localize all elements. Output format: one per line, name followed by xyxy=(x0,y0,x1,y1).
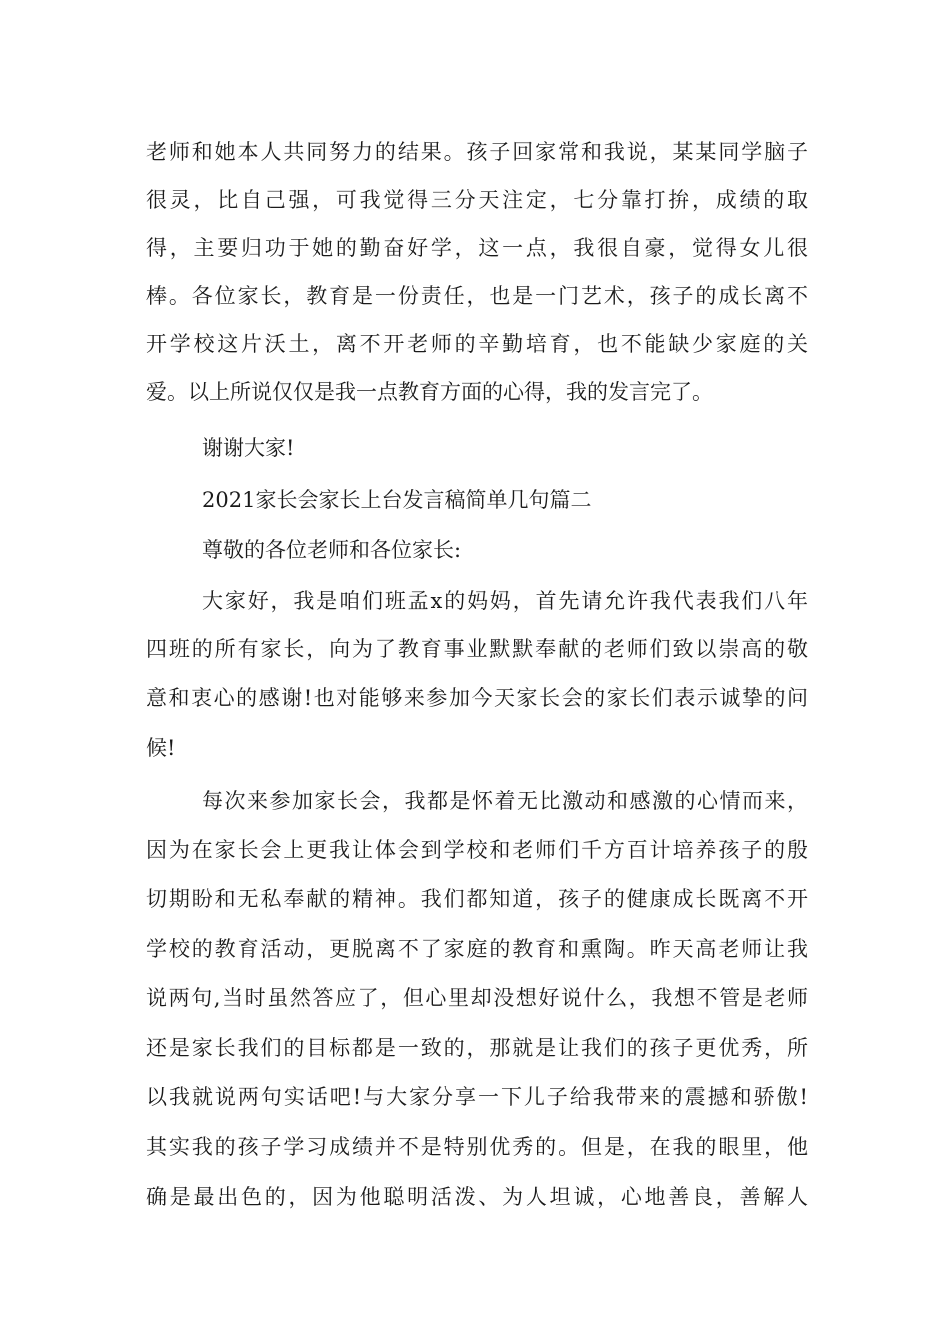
text-line: 其实我的孩子学习成绩并不是特别优秀的。但是，在我的眼里，他 xyxy=(146,1135,808,1159)
text-line: 棒。各位家长，教育是一份责任，也是一门艺术，孩子的成长离不 xyxy=(146,284,808,308)
text-line: 以我就说两句实话吧!与大家分享一下儿子给我带来的震撼和骄傲! xyxy=(146,1085,808,1109)
text-line: 因为在家长会上更我让体会到学校和老师们千方百计培养孩子的殷 xyxy=(146,838,808,862)
text-line: 老师和她本人共同努力的结果。孩子回家常和我说，某某同学脑子 xyxy=(146,140,808,164)
text-line: 很灵，比自己强，可我觉得三分天注定，七分靠打拚，成绩的取 xyxy=(146,188,808,212)
text-line: 候! xyxy=(146,736,176,760)
text-line: 得，主要归功于她的勤奋好学，这一点，我很自豪，觉得女儿很 xyxy=(146,236,808,260)
text-line: 意和衷心的感谢!也对能够来参加今天家长会的家长们表示诚挚的问 xyxy=(146,686,808,710)
salutation: 尊敬的各位老师和各位家长: xyxy=(202,538,462,562)
text-line: 大家好，我是咱们班孟x的妈妈，首先请允许我代表我们八年 xyxy=(202,589,808,613)
text-line: 每次来参加家长会，我都是怀着无比激动和感激的心情而来， xyxy=(202,789,808,813)
section-title: 2021家长会家长上台发言稿简单几句篇二 xyxy=(202,488,592,512)
closing-thanks: 谢谢大家! xyxy=(202,436,295,460)
text-line: 确是最出色的，因为他聪明活泼、为人坦诚，心地善良，善解人 xyxy=(146,1185,808,1209)
text-line: 说两句,当时虽然答应了，但心里却没想好说什么，我想不管是老师 xyxy=(146,986,808,1010)
text-line: 还是家长我们的目标都是一致的，那就是让我们的孩子更优秀，所 xyxy=(146,1036,808,1060)
text-line: 学校的教育活动，更脱离不了家庭的教育和熏陶。昨天高老师让我 xyxy=(146,937,808,961)
text-line: 开学校这片沃土，离不开老师的辛勤培育，也不能缺少家庭的关 xyxy=(146,332,808,356)
text-line: 四班的所有家长，向为了教育事业默默奉献的老师们致以崇高的敬 xyxy=(146,637,808,661)
text-line: 切期盼和无私奉献的精神。我们都知道，孩子的健康成长既离不开 xyxy=(146,887,808,911)
text-line: 爱。以上所说仅仅是我一点教育方面的心得，我的发言完了。 xyxy=(146,380,713,404)
